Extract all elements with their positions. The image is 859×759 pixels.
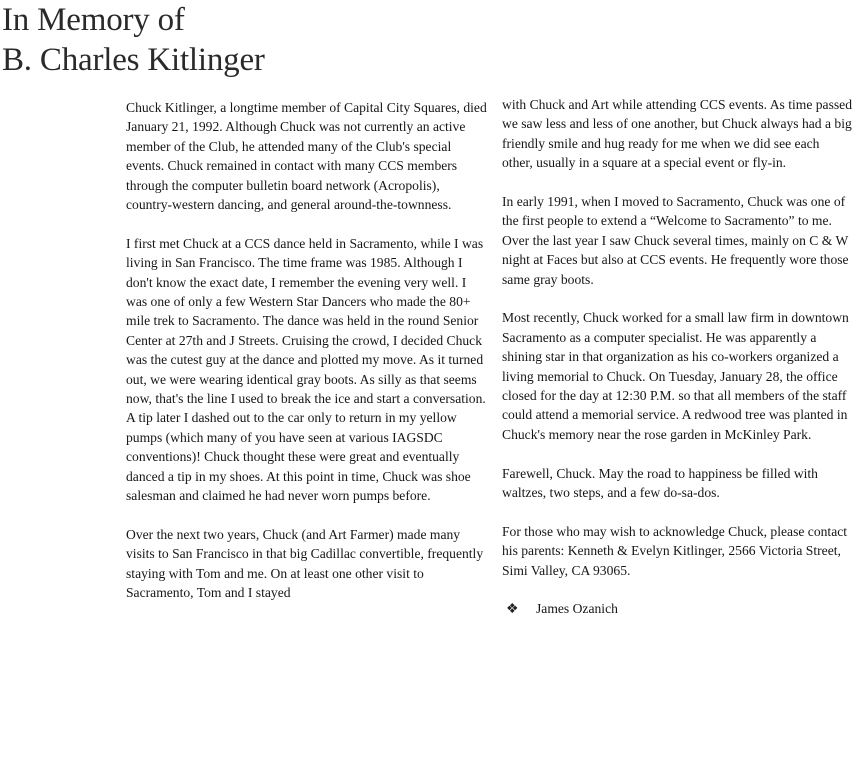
paragraph: with Chuck and Art while attending CCS events. As time passed we saw less and less of one another, but Chuck always had a big friendly smile and hug ready for me when we did see each other, usually in a square at a special event or fly-in. [502,97,853,171]
paragraph: For those who may wish to acknowledge Chuck, please contact his parents: Kenneth & Evelyn Kitlinger, 2566 Victoria Street, Simi Valley, CA 93065. [502,523,848,578]
title-line-1: In Memory of [2,2,185,38]
paragraph: Farewell, Chuck. May the road to happiness be filled with waltzes, two steps, and a few do-sa-dos. [502,465,818,501]
paragraph: Most recently, Chuck worked for a small law firm in downtown Sacramento as a computer specialist. He was apparently a shining star in that organization as his co-workers organized a living memorial to Chuck. On Tuesday, January 28, the office closed for the day at 12:30 P.M. so that all members of the staff could attend a memorial service. A redwood tree was planted in Chuck's memory near the rose garden in McKinley Park. [502,310,849,442]
paragraph: I first met Chuck at a CCS dance held in Sacramento, while I was living in San Francisco. The time frame was 1985. Although I don't know the exact date, I remember the evening very well. I was one of only a few Western Star Dancers who made the 80+ mile trek to Sacramento. The dance was held in the round Senior Center at 27th and J Streets. Cruising the crowd, I decided Chuck was the cutest guy at the dance and plotted my move. As it turned out, we were wearing identical gray boots. As silly as that seems now, that's the line I used to break the ice and start a conversation. A tip later I dashed out to the car only to return in my yellow pumps (which many of you have seen at various IAGSDC conventions)! Chuck thought these were great and eventually danced a tip in my shoes. At this point in time, Chuck was shoe salesman and claimed he had never worn pumps before. [126,235,486,504]
page-title [2,0,265,80]
right-column [502,95,852,619]
signature-name: James Ozanich [536,601,618,617]
left-column [126,98,488,622]
paragraph: Chuck Kitlinger, a longtime member of Capital City Squares, died January 21, 1992. Although Chuck was not currently an active member of the Club, he attended many of the Club's special events. Chuck remained in contact with many CCS members through the computer bulletin board network (Acropolis), country-western dancing, and general around-the-townness. [126,100,487,213]
signature [502,599,852,618]
paragraph: Over the next two years, Chuck (and Art Farmer) made many visits to San Francisco in that big Cadillac convertible, frequently staying with Tom and me. On at least one other visit to Sacramento, Tom and I stayed [126,526,484,601]
fleuron-icon: ❖ [506,601,519,617]
title-line-2: B. Charles Kitlinger [2,42,265,78]
paragraph: In early 1991, when I moved to Sacramento, Chuck was one of the first people to extend a “Welcome to Sacramento” to me. Over the last year I saw Chuck several times, mainly on C & W night at Faces but also at CCS events. He frequently wore those same gray boots. [502,194,849,287]
